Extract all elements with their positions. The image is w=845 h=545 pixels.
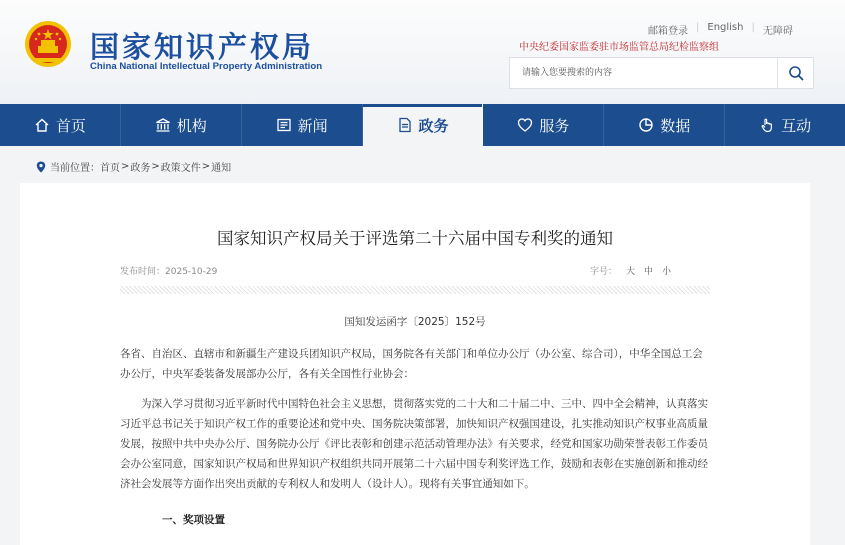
hand-pointer-icon: [759, 117, 775, 133]
publish-date: 2025-10-29: [165, 267, 218, 277]
nav-item-label: 机构: [176, 116, 207, 135]
nav-item-label: 政务: [418, 116, 449, 135]
search-input[interactable]: [510, 58, 777, 88]
accessibility-link[interactable]: 无障碍: [762, 26, 793, 37]
body-paragraph: 为深入学习贯彻习近平新时代中国特色社会主义思想，贯彻落实党的二十大和二十届二中、三中、四中全会精神，认真落实习近平总书记关于知识产权工作的重要论述和党中央、国务院决策部署，加快知识产权强国建设，扎实推动知识产权事业高质量发展，按照中共中央办公厅、国务院办公厅《评比表彰和创建示范活动管理办法》有关要求，经党和国家功勋荣誉表彰工作委员会办公室同意，国家知识产权局和世界知识产权组织共同开展第二十六届中国专利奖评选工作，鼓励和表彰在实施创新和推动经济社会发展等方面作出突出贡献的专利权人和发明人（设计人）。现将有关事宜通知如下。: [120, 398, 708, 490]
chart-pie-icon: [638, 117, 654, 133]
publish-meta: [120, 264, 217, 277]
article-title: 国家知识产权局关于评选第二十六届中国专利奖的通知: [217, 229, 613, 248]
search-button[interactable]: [777, 58, 813, 88]
font-size-medium[interactable]: 中: [644, 267, 654, 277]
nav-item-interaction[interactable]: [725, 104, 845, 146]
article-card: [20, 183, 810, 545]
site-title-cn[interactable]: 国家知识产权局: [90, 30, 315, 64]
service-icon: [517, 117, 533, 133]
breadcrumb-separator: >: [151, 161, 160, 172]
document-number: 国知发运函字〔2025〕152号: [344, 316, 486, 328]
nav-item-label: 服务: [539, 116, 570, 135]
search-bar: [509, 57, 814, 89]
nav-item-label: 互动: [781, 116, 812, 135]
font-size-switcher: [590, 264, 671, 277]
breadcrumb-home[interactable]: 首页: [100, 163, 120, 174]
nav-item-service[interactable]: [483, 104, 604, 146]
nav-item-news[interactable]: [242, 104, 363, 146]
recipients-paragraph: 各省、自治区、直辖市和新疆生产建设兵团知识产权局，国务院各有关部门和单位办公厅（办公室、综合司），中华全国总工会办公厅，中央军委装备发展部办公厅，各有关全国性行业协会：: [120, 348, 703, 380]
breadcrumb: [36, 159, 231, 174]
nav-item-government-affairs[interactable]: [363, 104, 484, 146]
nav-item-label: 首页: [55, 116, 86, 135]
divider: |: [696, 22, 700, 33]
breadcrumb-separator: >: [121, 161, 130, 172]
nav-item-institution[interactable]: [121, 104, 242, 146]
top-links: [648, 22, 793, 37]
institution-icon: [155, 117, 171, 133]
divider: |: [751, 22, 755, 33]
national-emblem-logo[interactable]: [24, 20, 72, 68]
breadcrumb-separator: >: [201, 161, 211, 172]
location-pin-icon: [36, 161, 46, 173]
font-size-small[interactable]: 小: [662, 267, 672, 277]
breadcrumb-prefix: 当前位置：: [50, 163, 100, 174]
breadcrumb-government-affairs[interactable]: 政务: [130, 163, 151, 174]
site-title-en: China National Intellectual Property Administration: [90, 61, 323, 72]
mail-login-link[interactable]: 邮箱登录: [648, 26, 688, 37]
search-icon: [788, 65, 804, 81]
font-size-large[interactable]: 大: [626, 267, 636, 277]
main-nav: [0, 104, 845, 146]
nav-item-label: 数据: [660, 116, 691, 135]
site-header: [0, 0, 845, 104]
hatched-divider: [120, 286, 710, 294]
breadcrumb-policy-files[interactable]: 政策文件: [160, 163, 201, 174]
font-size-label: 字号：: [590, 267, 618, 277]
nav-item-home[interactable]: [0, 104, 121, 146]
nav-item-data[interactable]: [604, 104, 725, 146]
section-heading: 一、奖项设置: [162, 514, 225, 526]
document-icon: [397, 117, 413, 133]
home-icon: [34, 117, 50, 133]
supervision-link[interactable]: 中央纪委国家监委驻市场监管总局纪检监察组: [519, 42, 719, 53]
publish-label: 发布时间：: [120, 267, 166, 277]
news-icon: [276, 117, 292, 133]
english-link[interactable]: English: [707, 22, 744, 33]
breadcrumb-notice[interactable]: 通知: [211, 163, 232, 174]
nav-item-label: 新闻: [297, 116, 328, 135]
